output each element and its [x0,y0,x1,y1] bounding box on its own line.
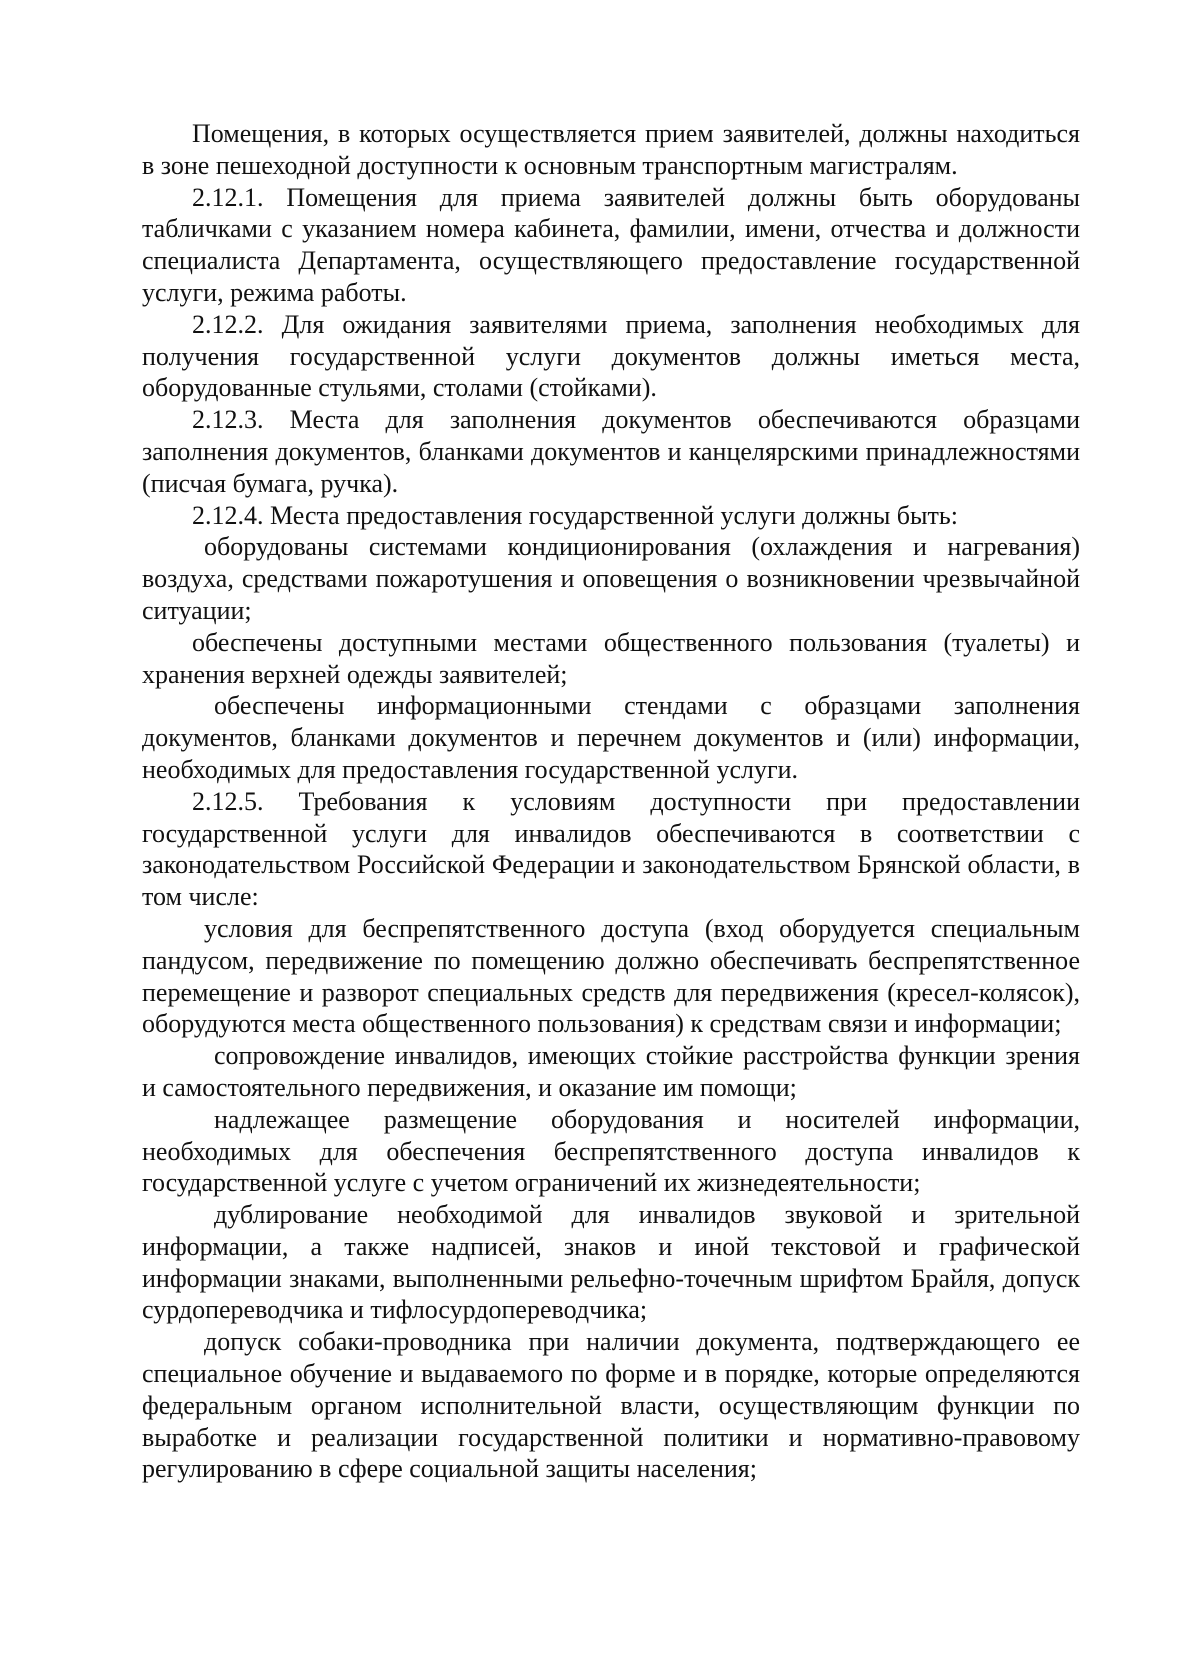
paragraph-guide-dog: допуск собаки-проводника при наличии документа, подтверждающего ее специальное обучение и выдаваемого по форме и в порядке, которые определяются федеральным органом исполнительной власти, осуществляющим функции по выработке и реализации государственной политики и нормативно-правовому регулированию в сфере социальной защиты населения; [142,1327,1080,1484]
paragraph-equipment-placement: надлежащее размещение оборудования и носителей информации, необходимых для обеспечения беспрепятственного доступа инвалидов к государственной услуге с учетом ограничений их жизнедеятельности; [142,1104,1080,1198]
paragraph-2-12-2: 2.12.2. Для ожидания заявителями приема, заполнения необходимых для получения государственной услуги документов должны иметься места, оборудованные стульями, столами (стойками). [142,309,1080,403]
paragraph-free-access: условия для беспрепятственного доступа (вход оборудуется специальным пандусом, передвижение по помещению должно обеспечивать беспрепятственное перемещение и разворот специальных средств для передвижения (кресел-колясок), оборудуются места общественного пользования) к средствам связи и информации; [142,913,1080,1039]
paragraph-public-places: обеспечены доступными местами общественного пользования (туалеты) и хранения верхней одежды заявителей; [142,627,1080,689]
paragraph-2-12-3: 2.12.3. Места для заполнения документов обеспечиваются образцами заполнения документов, бланками документов и канцелярскими принадлежностями (писчая бумага, ручка). [142,405,1080,498]
paragraph-2-12-1: 2.12.1. Помещения для приема заявителей должны быть оборудованы табличками с указанием номера кабинета, фамилии, имени, отчества и должности специалиста Департамента, осуществляющего предоставление государственной услуги, режима работы. [142,182,1080,307]
paragraph-escort: сопровождение инвалидов, имеющих стойкие расстройства функции зрения и самостоятельного передвижения, и оказание им помощи; [142,1041,1080,1102]
paragraph-info-stands: обеспечены информационными стендами с образцами заполнения документов, бланками документов и перечнем документов и (или) информации, необходимых для предоставления государственной услуги. [142,691,1080,784]
paragraph-2-12-4: 2.12.4. Места предоставления государственной услуги должны быть: [192,500,958,530]
document-body [142,118,1080,1485]
paragraph-conditioning: оборудованы системами кондиционирования (охлаждения и нагревания) воздуха, средствами пожаротушения и оповещения о возникновении чрезвычайной ситуации; [142,532,1080,625]
paragraph-premises-location: Помещения, в которых осуществляется прием заявителей, должны находиться в зоне пешеходной доступности к основным транспортным магистралям. [142,119,1080,180]
paragraph-duplication: дублирование необходимой для инвалидов звуковой и зрительной информации, а также надписей, знаков и иной текстовой и графической информации знаками, выполненными рельефно-точечным шрифтом Брайля, допуск сурдопереводчика и тифлосурдопереводчика; [142,1200,1080,1325]
paragraph-2-12-5: 2.12.5. Требования к условиям доступности при предоставлении государственной услуги для инвалидов обеспечиваются в соответствии с законодательством Российской Федерации и законодательством Брянской области, в том числе: [142,786,1080,912]
